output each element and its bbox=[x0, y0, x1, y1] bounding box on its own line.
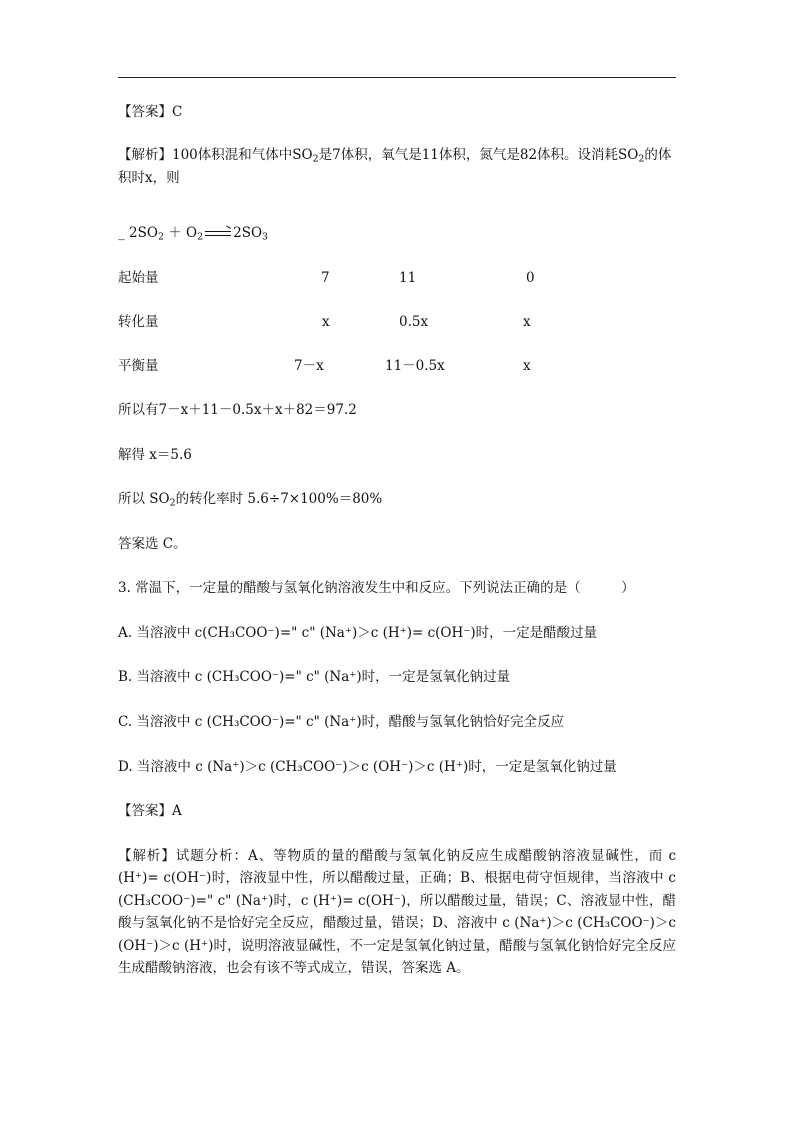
table-cell: 0.5x bbox=[399, 314, 429, 330]
subscript: 2 bbox=[312, 153, 319, 165]
equilibrium-arrow-icon bbox=[205, 229, 231, 239]
table-cell: x bbox=[322, 314, 330, 330]
calc-line-3 bbox=[118, 490, 382, 508]
product-so3: 2SO bbox=[233, 225, 263, 241]
header-rule bbox=[118, 77, 676, 78]
reactant-o2: ＋ O bbox=[163, 225, 198, 241]
subscript: 3 bbox=[262, 231, 269, 243]
table-cell: x bbox=[523, 314, 531, 330]
answer-value: C bbox=[172, 104, 183, 120]
analysis-body: 试题分析：A、等物质的量的醋酸与氢氧化钠反应生成醋酸钠溶液显碱性，而 c (H⁺)= c(OH⁻)时，溶液显中性，所以醋酸过量，正确；B、根据电荷守恒规律，当溶液中 c (CH₃COO⁻)=" c" (Na⁺)时，c (H⁺)= c(OH⁻)，所以醋酸过量，错误；C、溶液显中性，醋酸与氢氧化钠不是恰好完全反应，醋酸过量，错误；D、溶液中 c (Na⁺)＞c (CH₃COO⁻)＞c (OH⁻)＞c (H⁺)时，说明溶液显碱性，不一定是氢氧化钠过量，醋酸与氢氧化钠恰好完全反应生成醋酸钠溶液，也会有该不等式成立，错误，答案选 A。 bbox=[118, 848, 677, 977]
reactant-so2: _ 2SO bbox=[118, 225, 158, 241]
analysis-paragraph-2 bbox=[118, 845, 676, 979]
answer-value: A bbox=[172, 803, 182, 819]
analysis-paragraph-1 bbox=[118, 144, 676, 189]
question-stem: 3. 常温下，一定量的醋酸与氢氧化钠溶液发生中和反应。下列说法正确的是（ ） bbox=[118, 580, 635, 596]
table-cell: x bbox=[523, 358, 531, 374]
subscript: 2 bbox=[157, 231, 164, 243]
table-cell: 7 bbox=[321, 270, 330, 286]
subscript: 2 bbox=[638, 153, 645, 165]
option-d: D. 当溶液中 c (Na⁺)＞c (CH₃COO⁻)＞c (OH⁻)＞c (H⁺)时，一定是氢氧化钠过量 bbox=[118, 759, 617, 775]
analysis-text-c: 的体积时x，则 bbox=[118, 147, 672, 186]
subscript: 2 bbox=[169, 497, 176, 509]
calc-text: 所以 SO bbox=[118, 491, 170, 507]
analysis-tag: 【解析】 bbox=[118, 147, 172, 163]
answer-line-1 bbox=[118, 103, 182, 121]
table-cell: 11 bbox=[399, 270, 417, 286]
table-cell: 0 bbox=[526, 270, 535, 286]
option-c: C. 当溶液中 c (CH₃COO⁻)=" c" (Na⁺)时，醋酸与氢氧化钠恰好完全反应 bbox=[118, 714, 565, 730]
reaction-equation bbox=[118, 224, 268, 242]
answer-tag: 【答案】 bbox=[118, 104, 172, 120]
calc-line-4: 答案选 C。 bbox=[118, 536, 187, 552]
table-cell: 7－x bbox=[294, 358, 324, 374]
calc-line-1: 所以有7－x＋11－0.5x＋x＋82＝97.2 bbox=[118, 402, 357, 418]
analysis-text-b: 是7体积，氧气是11体积，氮气是82体积。设消耗SO bbox=[318, 147, 639, 163]
table-cell: 11－0.5x bbox=[385, 358, 445, 374]
calc-text: 的转化率时 5.6÷7×100%＝80% bbox=[175, 491, 383, 507]
subscript: 2 bbox=[197, 231, 204, 243]
row-label: 平衡量 bbox=[118, 358, 159, 374]
option-b: B. 当溶液中 c (CH₃COO⁻)=" c" (Na⁺)时，一定是氢氧化钠过量 bbox=[118, 669, 511, 685]
answer-tag: 【答案】 bbox=[118, 803, 172, 819]
analysis-tag: 【解析】 bbox=[118, 848, 176, 864]
row-label: 转化量 bbox=[118, 314, 159, 330]
calc-line-2: 解得 x＝5.6 bbox=[118, 447, 192, 463]
row-label: 起始量 bbox=[118, 270, 159, 286]
answer-line-2 bbox=[118, 802, 182, 820]
analysis-text-a: 100体积混和气体中SO bbox=[172, 147, 313, 163]
option-a: A. 当溶液中 c(CH₃COO⁻)=" c" (Na⁺)＞c (H⁺)= c(OH⁻)时，一定是醋酸过量 bbox=[118, 625, 598, 641]
